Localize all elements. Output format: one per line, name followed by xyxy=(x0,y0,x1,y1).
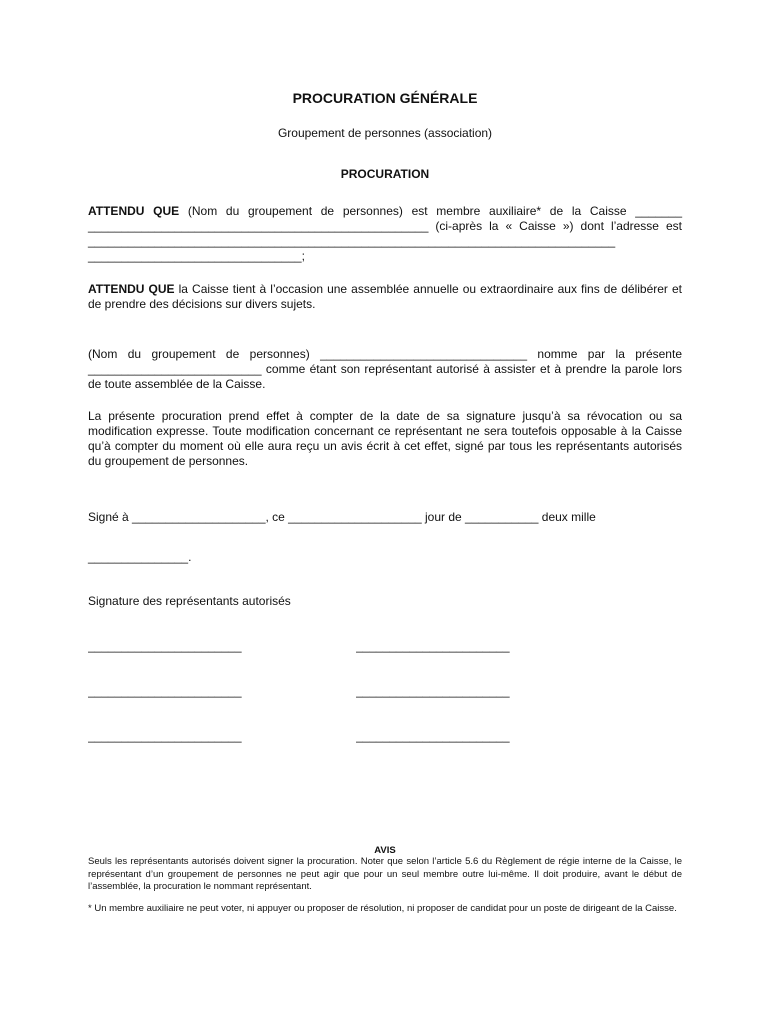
signature-line: _______________________ xyxy=(356,684,510,698)
signature-line: _______________________ xyxy=(88,729,242,743)
signature-row xyxy=(88,729,682,774)
attendu-paragraph-2 xyxy=(88,282,682,312)
avis-text: Seuls les représentants autorisés doivent signer la procuration. Noter que selon l’article 5.6 du Règlement de régie interne de la Caisse, le représentant d’un groupement de personnes ne peut agir que pour un seul membre outre lui-même. Il doit produire, avant le début de l’assemblée, la procuration le nommant représentant. xyxy=(88,856,682,892)
avis-title: AVIS xyxy=(374,845,396,856)
signature-row xyxy=(88,684,682,729)
signed-at-line: Signé à ____________________, ce ____________________ jour de ___________ deux mille xyxy=(88,510,596,524)
attendu-label: ATTENDU QUE xyxy=(88,282,175,296)
signature-row xyxy=(88,639,682,684)
document-subtitle: Groupement de personnes (association) xyxy=(277,126,493,140)
attendu-label: ATTENDU QUE xyxy=(88,204,180,218)
section-heading: PROCURATION xyxy=(340,167,430,181)
signature-line: _______________________ xyxy=(356,729,510,743)
attendu-paragraph-1 xyxy=(88,204,682,264)
document-page xyxy=(88,90,682,915)
attendu-text: la Caisse tient à l’occasion une assemblée annuelle ou extraordinaire aux fins de délibérer et de prendre des décisions sur divers sujets. xyxy=(88,282,683,311)
nomination-paragraph: (Nom du groupement de personnes) _______________________________ nomme par la présente __________________________ comme étant son représentant autorisé à assister et à prendre la parole lors de toute assemblée de la Caisse. xyxy=(88,347,682,391)
attendu-text: (Nom du groupement de personnes) est membre auxiliaire* de la Caisse _______ ___________________________________________________ (ci-après la « Caisse ») dont l’adresse est _______________________________________________________________________________ ________________________________; xyxy=(88,204,682,263)
effect-paragraph: La présente procuration prend effet à compter de la date de sa signature jusqu’à sa révocation ou sa modification expresse. Toute modification concernant ce représentant ne sera toutefois opposable à la Caisse qu’à compter du moment où elle aura reçu un avis écrit à cet effet, signé par tous les représentants autorisés du groupement de personnes. xyxy=(88,409,682,468)
signature-line: _______________________ xyxy=(88,639,242,653)
signature-line: _______________________ xyxy=(356,639,510,653)
signature-grid xyxy=(88,639,682,774)
footnote-text: * Un membre auxiliaire ne peut voter, ni appuyer ou proposer de résolution, ni proposer de candidat pour un poste de dirigeant de la Caisse. xyxy=(88,902,677,914)
document-title: PROCURATION GÉNÉRALE xyxy=(292,90,478,106)
signature-title: Signature des représentants autorisés xyxy=(88,594,291,608)
signature-line: _______________________ xyxy=(88,684,242,698)
signed-year-line: _______________. xyxy=(88,550,192,564)
